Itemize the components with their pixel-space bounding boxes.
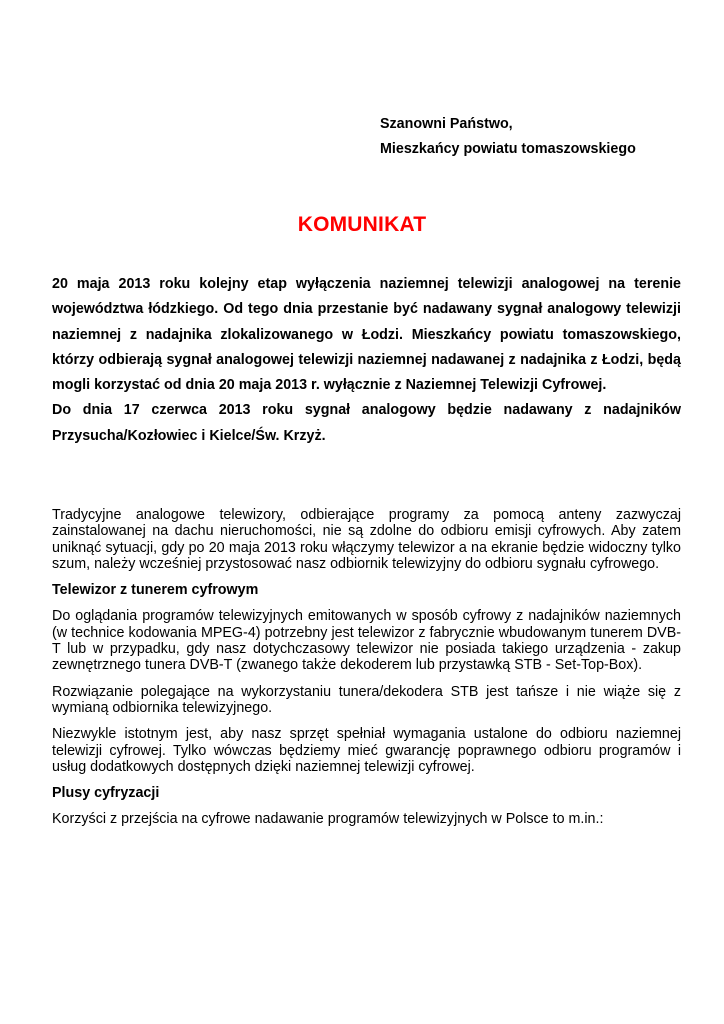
tuner-paragraph-2: Rozwiązanie polegające na wykorzystaniu tunera/dekodera STB jest tańsze i nie wiąże się z wymianą odbiornika telewizyjnego.: [52, 683, 681, 716]
document-title: KOMUNIKAT: [297, 213, 427, 236]
salutation: [380, 112, 636, 162]
lead-paragraph-1: 20 maja 2013 roku kolejny etap wyłączenia naziemnej telewizji analogowej na terenie województwa łódzkiego. Od tego dnia przestanie być nadawany sygnał analogowy telewizji naziemnej z nadajnika zlokalizowanego w Łodzi. Mieszkańcy powiatu tomaszowskiego, którzy odbierają sygnał analogowej telewizji naziemnej nadawanej z nadajnika z Łodzi, będą mogli korzystać od dnia 20 maja 2013 r. wyłącznie z Naziemnej Telewizji Cyfrowej.: [52, 276, 681, 394]
lead-paragraph-2: Do dnia 17 czerwca 2013 roku sygnał analogowy będzie nadawany z nadajników Przysucha/Kozłowiec i Kielce/Św. Krzyż.: [52, 402, 681, 444]
tuner-paragraph-1: Do oglądania programów telewizyjnych emitowanych w sposób cyfrowy z nadajników naziemnych (w technice kodowania MPEG-4) potrzebny jest telewizor z fabrycznie wbudowanym tunerem DVB-T lub w przypadku, gdy nasz dotychczasowy telewizor nie posiada takiego urządzenia - zakup zewnętrznego tunera DVB-T (zwanego także dekoderem lub przystawką STB - Set-Top-Box).: [52, 608, 681, 674]
body-section: [52, 507, 681, 838]
intro-paragraph: Tradycyjne analogowe telewizory, odbierające programy za pomocą anteny zazwyczaj zainstalowanej na dachu nieruchomości, nie są zdolne do odbioru emisji cyfrowych. Aby zatem uniknąć sytuacji, gdy po 20 maja 2013 roku włączymy telewizor a na ekranie będzie widoczny tylko szum, należy wcześniej przystosować nasz odbiornik telewizyjny do odbioru sygnału cyfrowego.: [52, 507, 681, 572]
benefits-paragraph: Korzyści z przejścia na cyfrowe nadawanie programów telewizyjnych w Polsce to m.in.:: [52, 811, 604, 828]
salutation-line-1: Szanowni Państwo,: [380, 116, 513, 132]
salutation-line-2: Mieszkańcy powiatu tomaszowskiego: [380, 141, 636, 157]
section-heading-tuner: Telewizor z tunerem cyfrowym: [52, 582, 259, 599]
tuner-paragraph-3: Niezwykle istotnym jest, aby nasz sprzęt spełniał wymagania ustalone do odbioru naziemnej telewizji cyfrowej. Tylko wówczas będziemy mieć gwarancję poprawnego odbioru programów i usług dodatkowych dostępnych dzięki naziemnej telewizji cyfrowej.: [52, 726, 681, 775]
section-heading-benefits: Plusy cyfryzacji: [52, 785, 160, 802]
lead-section: [52, 272, 681, 449]
